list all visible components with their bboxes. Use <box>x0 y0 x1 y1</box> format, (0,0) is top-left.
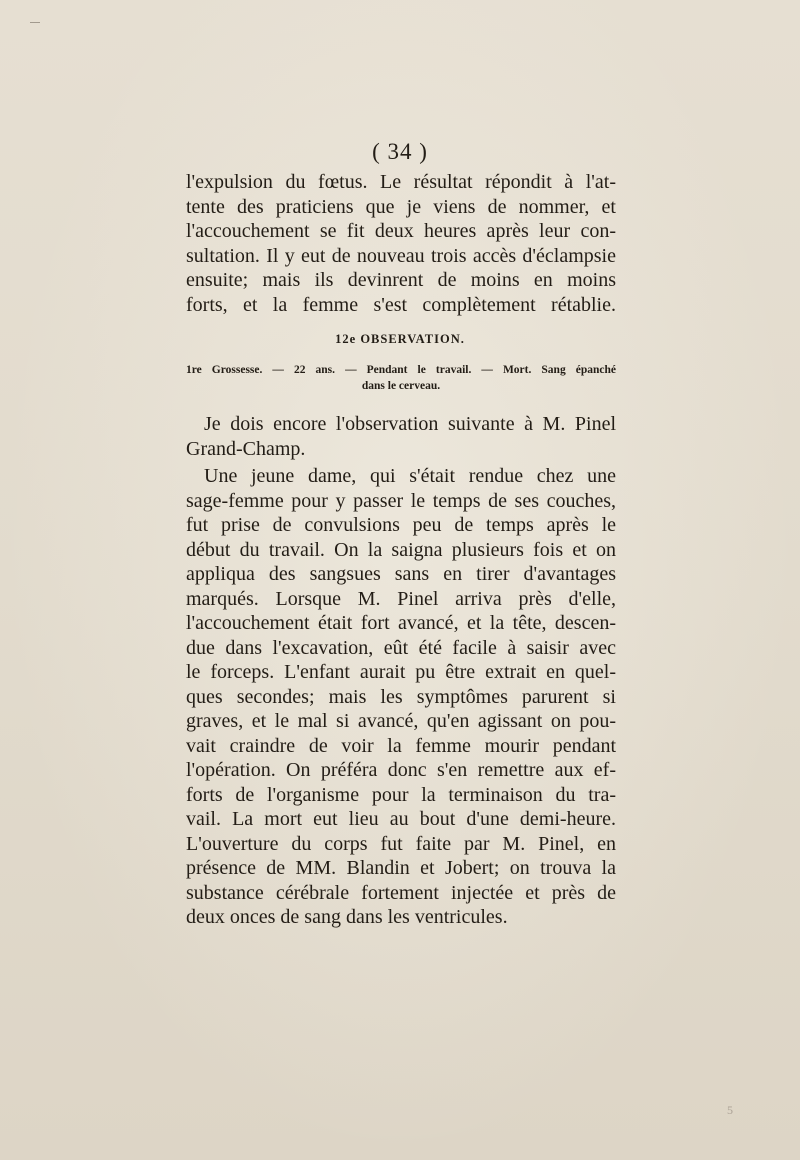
text-line: fut prise de convulsions peu de temps après le <box>186 514 616 536</box>
paragraph-intro <box>186 412 616 461</box>
text-line: ensuite; mais ils devinrent de moins en moins <box>186 269 616 291</box>
text-line: substance cérébrale fortement injectée et près de <box>186 881 616 904</box>
text-line: vail. La mort eut lieu au bout d'une demi-heure. <box>186 808 616 830</box>
text-line: sage-femme pour y passer le temps de ses couches, <box>186 489 616 512</box>
text-line: Une jeune dame, qui s'était rendue chez une <box>204 465 616 487</box>
text-line: due dans l'excavation, eût été facile à saisir avec <box>186 636 616 659</box>
text-line: sultation. Il y eut de nouveau trois accès d'éclampsie <box>186 244 616 267</box>
observation-title: 12e OBSERVATION. <box>335 332 465 346</box>
observation-subtitle <box>186 362 616 394</box>
text-line: l'accouchement était fort avancé, et la tête, descen- <box>186 612 616 634</box>
paragraph-case <box>186 464 616 930</box>
text-line: L'ouverture du corps fut faite par M. Pinel, en <box>186 832 616 855</box>
text-line: forts de l'organisme pour la terminaison du tra- <box>186 783 616 806</box>
text-line: l'opération. On préféra donc s'en remettre aux ef- <box>186 759 616 781</box>
text-line: forts, et la femme s'est complètement rétablie. <box>186 293 616 316</box>
observation-subtitle-line: 1re Grossesse. — 22 ans. — Pendant le travail. — Mort. Sang épanché <box>186 364 616 376</box>
text-line: vait craindre de voir la femme mourir pendant <box>186 734 616 757</box>
text-line: deux onces de sang dans les ventricules. <box>186 906 508 928</box>
text-line: l'expulsion du fœtus. Le résultat répondit à l'at- <box>186 171 616 193</box>
text-line: graves, et le mal si avancé, qu'en agissant on pou- <box>186 710 616 732</box>
text-line: Grand-Champ. <box>186 437 306 460</box>
text-line: appliqua des sangsues sans en tirer d'avantages <box>186 563 616 585</box>
text-line: Je dois encore l'observation suivante à M. Pinel <box>204 413 616 435</box>
text-line: présence de MM. Blandin et Jobert; on trouva la <box>186 857 616 879</box>
text-line: marqués. Lorsque M. Pinel arriva près d'elle, <box>186 587 616 610</box>
text-line: le forceps. L'enfant aurait pu être extrait en quel- <box>186 661 616 683</box>
page-number: ( 34 ) <box>372 139 428 164</box>
text-line: ques secondes; mais les symptômes parurent si <box>186 685 616 708</box>
observation-subtitle-line: dans le cerveau. <box>361 380 441 392</box>
text-line: l'accouchement se fit deux heures après leur con- <box>186 220 616 242</box>
signature-mark: 5 <box>727 1103 733 1117</box>
page-edge-mark <box>30 22 40 23</box>
paragraph-continuation <box>186 170 616 317</box>
text-line: début du travail. On la saigna plusieurs fois et on <box>186 538 616 561</box>
text-line: tente des praticiens que je viens de nommer, et <box>186 195 616 218</box>
